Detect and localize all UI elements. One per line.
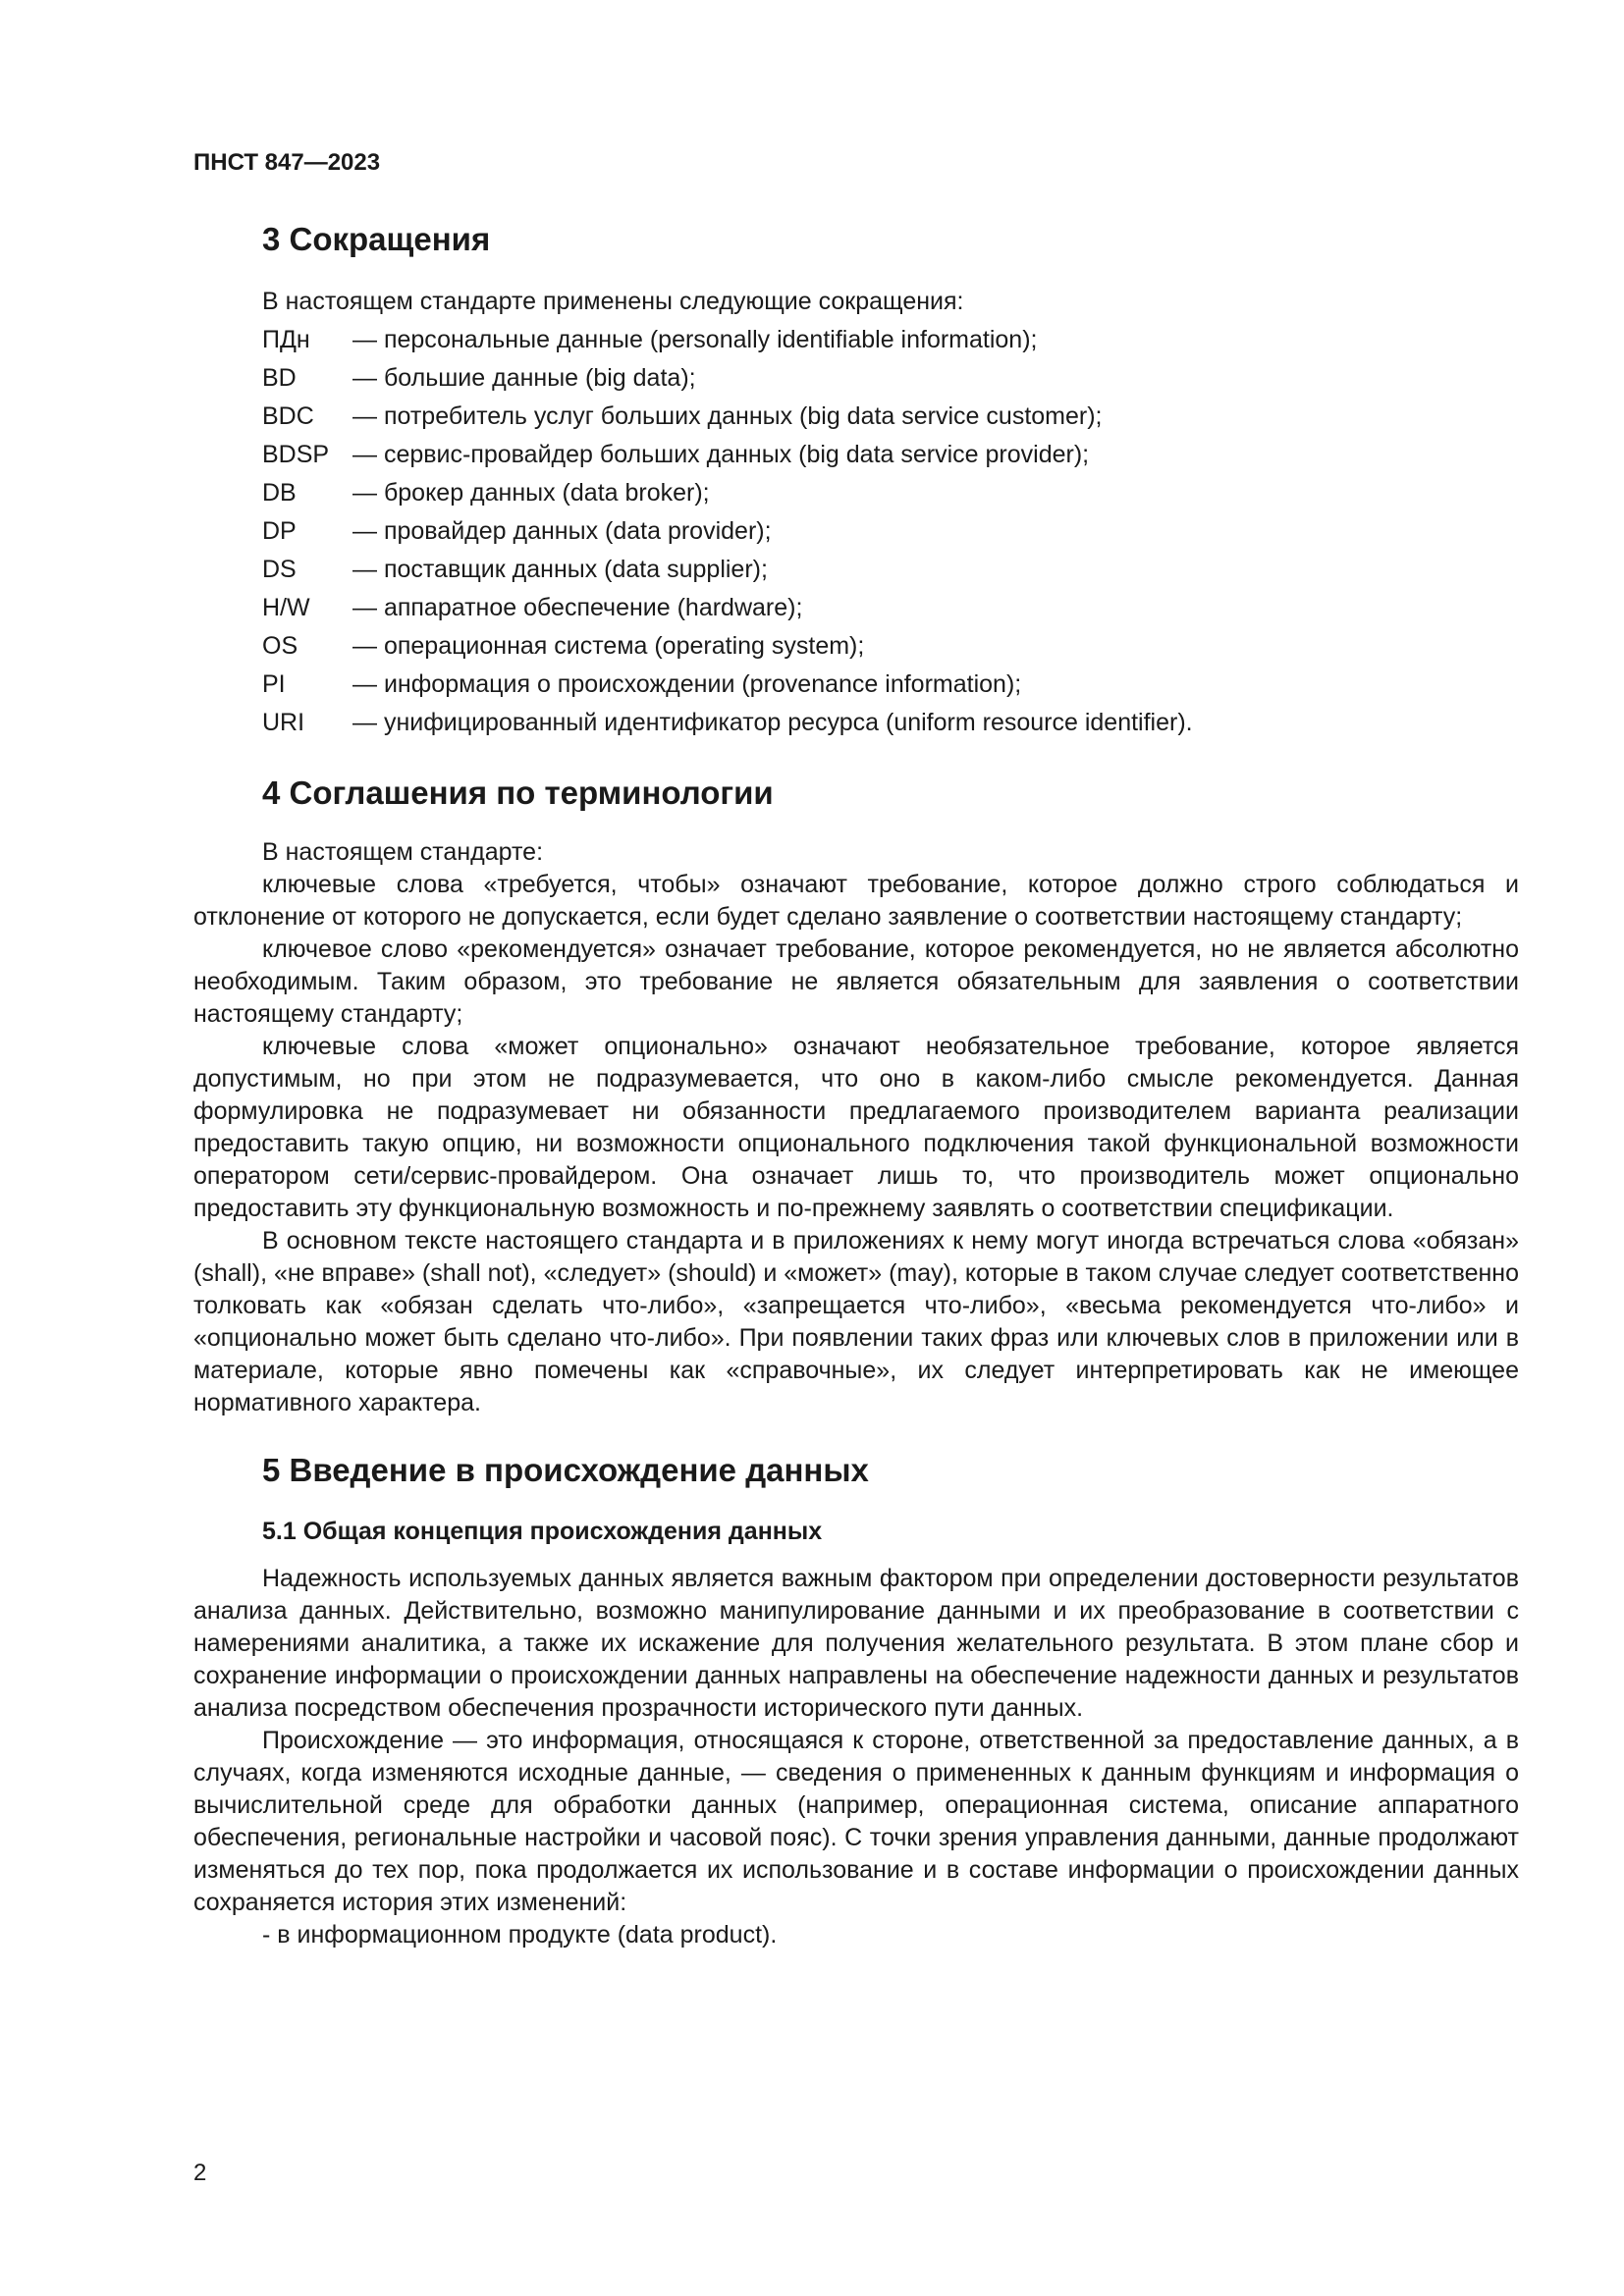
paragraph: Происхождение — это информация, относящаяся к стороне, ответственной за предоставление данных, а в случаях, когда изменяются исходные данные, — сведения о примененных к данным функциям и информация о вычислительной среде для обработки данных (например, операционная система, описание аппаратного обеспечения, региональные настройки и часовой пояс). С точки зрения управления данными, данные продолжают изменяться до тех пор, пока продолжается их использование и в составе информации о происхождении данных сохраняется история этих изменений: [193, 1727, 1519, 1916]
abbreviation-definition: — операционная система (operating system); [352, 632, 865, 660]
paragraph: ключевые слова «требуется, чтобы» означают требование, которое должно строго соблюдаться и отклонение от которого не допускается, если будет сделано заявление о соответствии настоящему стандарту; [193, 871, 1519, 931]
abbreviation-definition: — брокер данных (data broker); [352, 479, 710, 507]
abbreviation-definition: — провайдер данных (data provider); [352, 517, 772, 545]
document-body [193, 218, 1519, 1981]
section-3-intro: В настоящем стандарте применены следующие сокращения: [262, 288, 964, 315]
document-code: ПНСТ 847—2023 [193, 149, 381, 176]
abbreviation-item [262, 627, 1519, 666]
page-number: 2 [193, 2160, 207, 2186]
abbreviation-definition: — поставщик данных (data supplier); [352, 556, 768, 583]
abbreviation-term: ПДн [262, 326, 310, 353]
abbreviation-list [262, 321, 1519, 742]
abbreviation-item [262, 704, 1519, 742]
abbreviation-item [262, 666, 1519, 704]
abbreviation-definition: — информация о происхождении (provenance information); [352, 670, 1022, 698]
abbreviation-definition: — потребитель услуг больших данных (big data service customer); [352, 402, 1103, 430]
abbreviation-item [262, 398, 1519, 436]
abbreviation-item [262, 512, 1519, 551]
paragraph: ключевое слово «рекомендуется» означает требование, которое рекомендуется, но не является абсолютно необходимым. Таким образом, это требование не является обязательным для заявления о соответствии настоящему стандарту; [193, 935, 1519, 1028]
paragraph: В основном тексте настоящего стандарта и в приложениях к нему могут иногда встречаться слова «обязан» (shall), «не вправе» (shall not), «следует» (should) и «может» (may), которые в таком случае следует соответственно толковать как «обязан сделать что-либо», «запрещается что-либо», «весьма рекомендуется что-либо» и «опционально может быть сделано что-либо». При появлении таких фраз или ключевых слов в приложении или в материале, которые явно помечены как «справочные», их следует интерпретировать как не имеющее нормативного характера. [193, 1227, 1519, 1416]
abbreviation-definition: — сервис-провайдер больших данных (big data service provider); [352, 441, 1090, 468]
abbreviation-term: OS [262, 632, 298, 660]
abbreviation-term: URI [262, 709, 305, 736]
section-4-title: 4 Соглашения по терминологии [262, 774, 774, 811]
abbreviation-item [262, 589, 1519, 627]
abbreviation-term: PI [262, 670, 286, 698]
subsection-5-1-title: 5.1 Общая концепция происхождения данных [262, 1518, 823, 1545]
section-4 [193, 772, 1519, 1419]
section-3 [193, 218, 1519, 742]
abbreviation-term: BDSP [262, 441, 330, 468]
section-5 [193, 1449, 1519, 1951]
abbreviation-definition: — персональные данные (personally identifiable information); [352, 326, 1038, 353]
paragraph: ключевые слова «может опционально» означают необязательное требование, которое является допустимым, но при этом не подразумевается, что оно в каком-либо смысле рекомендуется. Данная формулировка не подразумевает ни обязанности предлагаемого производителем варианта реализации предоставить такую опцию, ни возможности опционального подключения такой функциональной возможности оператором сети/сервис-провайдером. Она означает лишь то, что производитель может опционально предоставить эту функциональную возможность и по-прежнему заявлять о соответствии спецификации. [193, 1033, 1519, 1222]
abbreviation-definition: — унифицированный идентификатор ресурса (uniform resource identifier). [352, 709, 1193, 736]
abbreviation-item [262, 436, 1519, 474]
abbreviation-item [262, 551, 1519, 589]
abbreviation-term: DS [262, 556, 297, 583]
abbreviation-definition: — аппаратное обеспечение (hardware); [352, 594, 803, 621]
paragraph: В настоящем стандарте: [262, 838, 544, 866]
paragraph: Надежность используемых данных является важным фактором при определении достоверности результатов анализа данных. Действительно, возможно манипулирование данными и их преобразование в соответствии с намерениями аналитика, а также их искажение для получения желательного результата. В этом плане сбор и сохранение информации о происхождении данных направлены на обеспечение надежности данных и результатов анализа посредством обеспечения прозрачности исторического пути данных. [193, 1565, 1519, 1722]
abbreviation-term: BD [262, 364, 297, 392]
section-5-title: 5 Введение в происхождение данных [262, 1452, 869, 1488]
abbreviation-term: H/W [262, 594, 310, 621]
abbreviation-item [262, 321, 1519, 359]
abbreviation-item [262, 474, 1519, 512]
abbreviation-item [262, 359, 1519, 398]
abbreviation-term: DB [262, 479, 297, 507]
abbreviation-term: BDC [262, 402, 314, 430]
abbreviation-term: DP [262, 517, 297, 545]
paragraph: - в информационном продукте (data product). [262, 1921, 778, 1949]
abbreviation-definition: — большие данные (big data); [352, 364, 696, 392]
section-3-title: 3 Сокращения [262, 221, 491, 257]
